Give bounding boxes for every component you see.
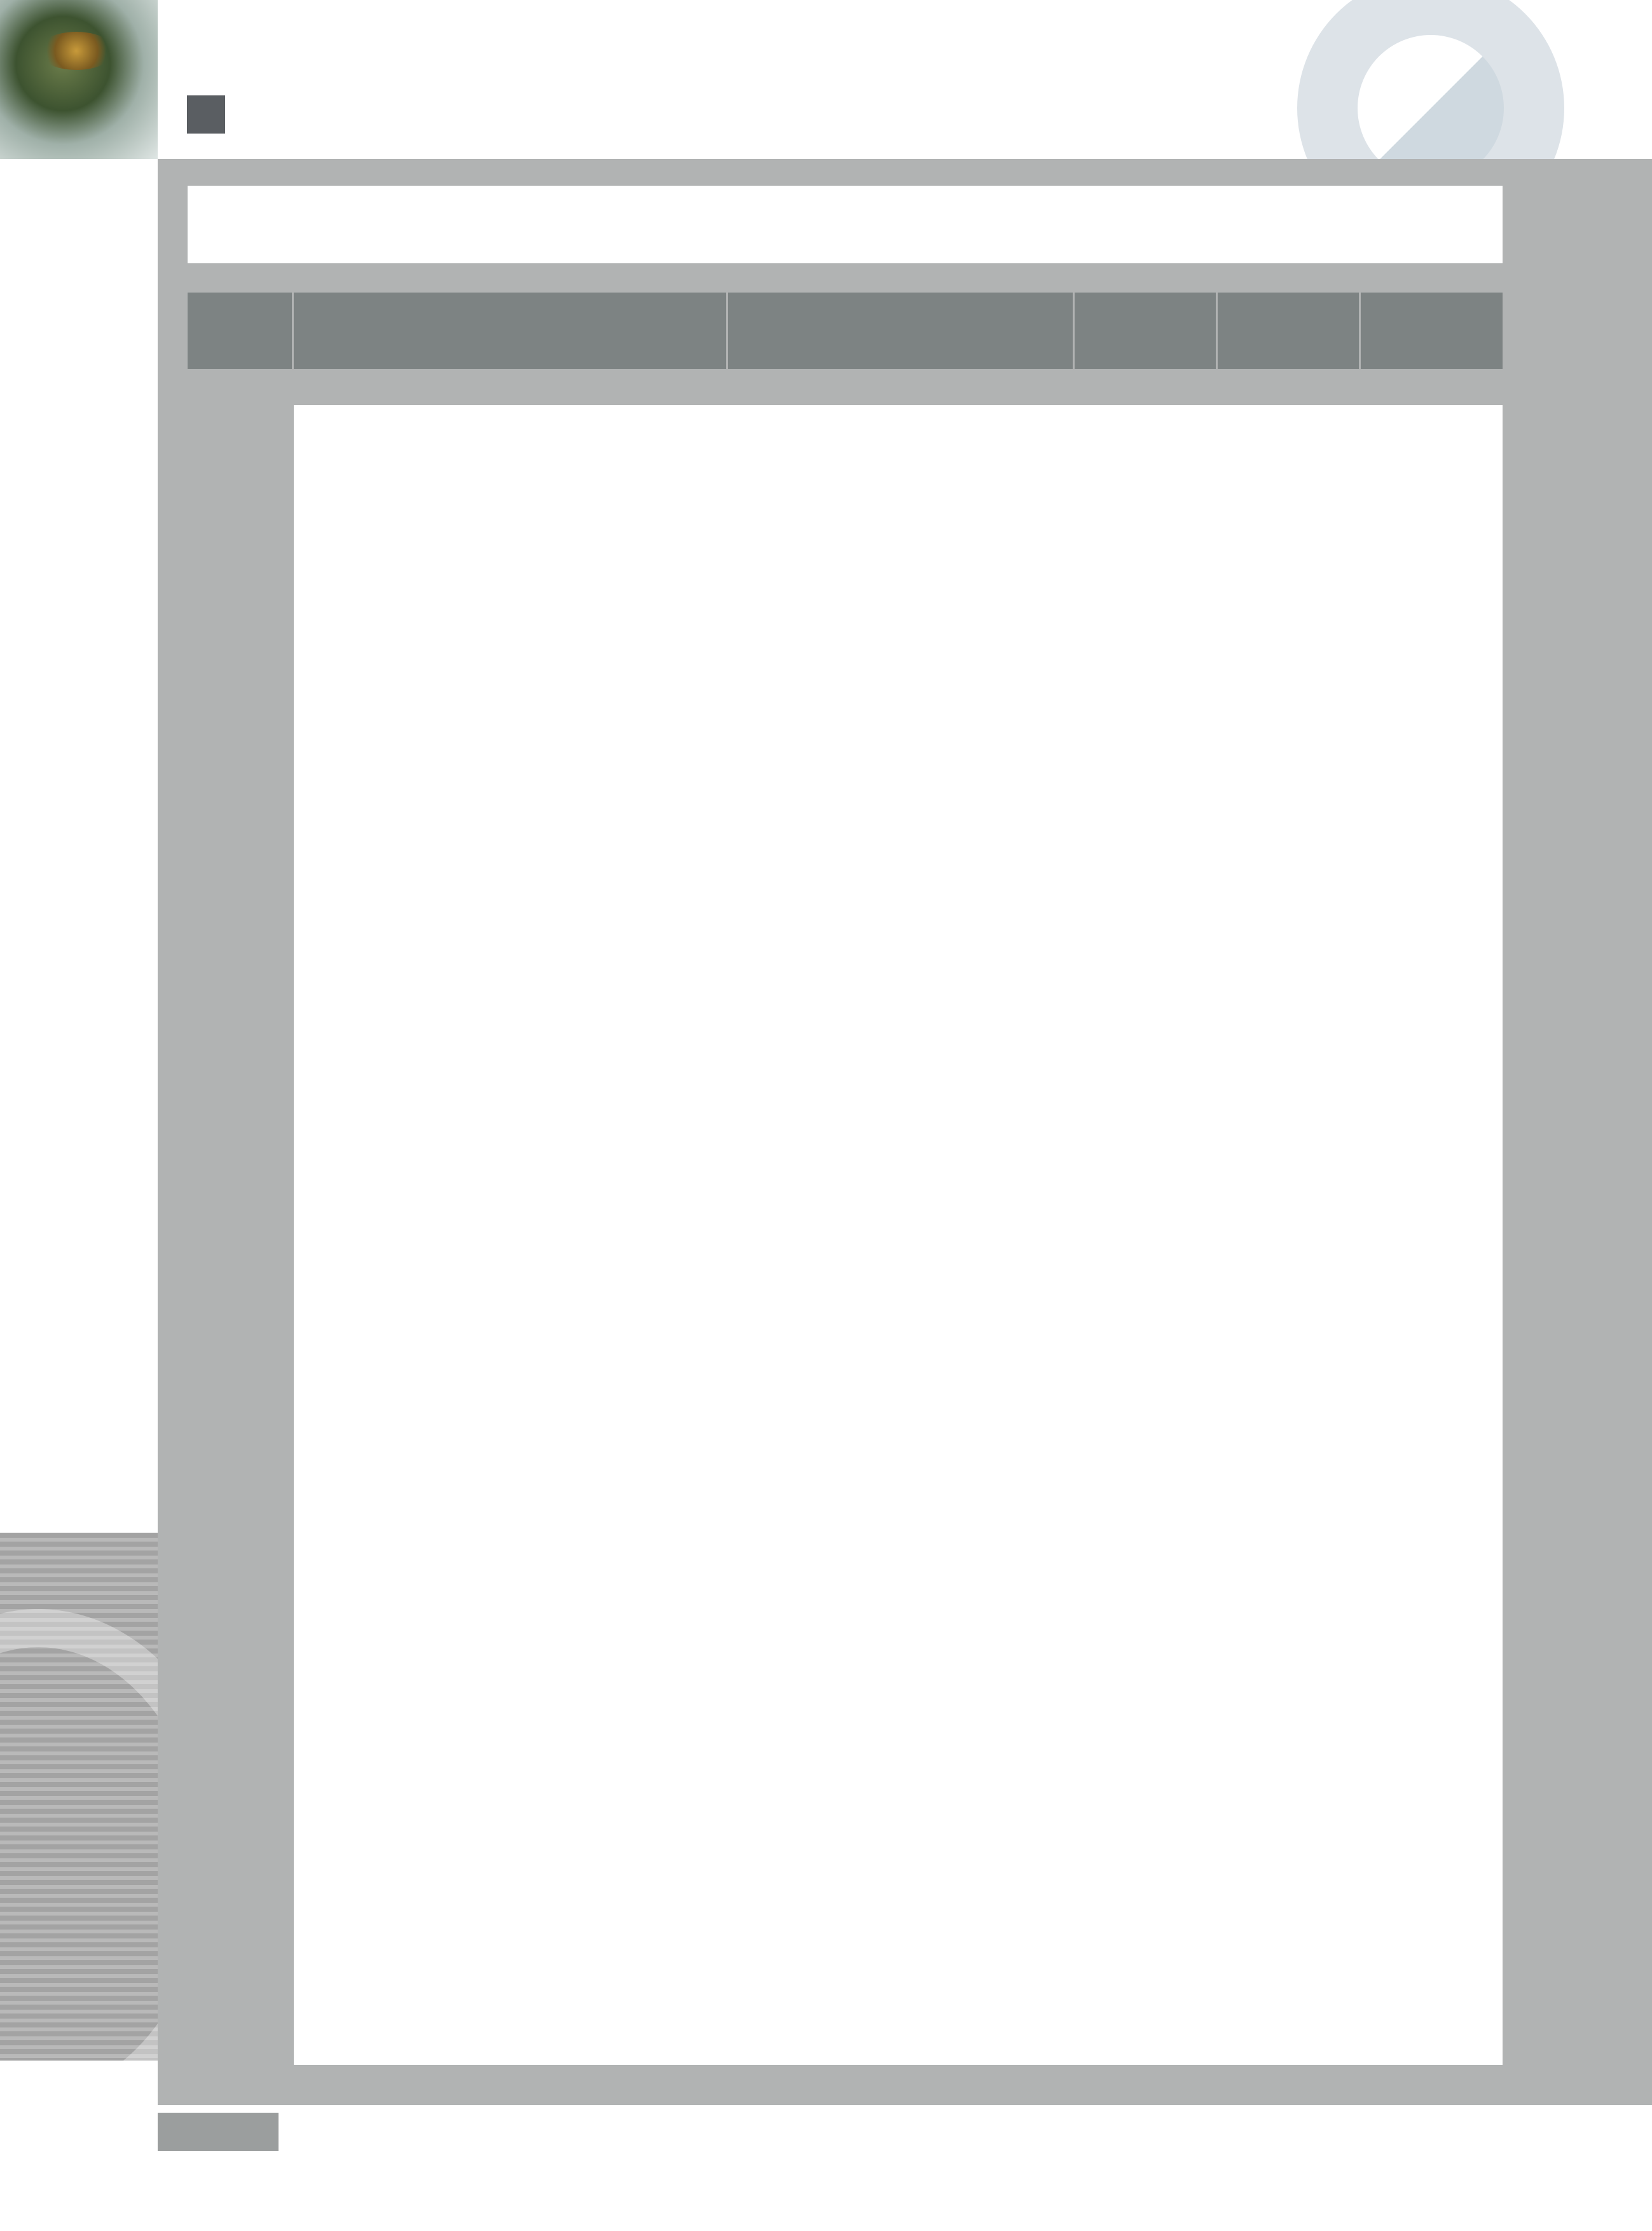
table-body-background (294, 405, 1503, 2065)
column-header-remark (728, 293, 1073, 369)
column-header-material (294, 293, 726, 369)
page-number (158, 2113, 279, 2151)
section-title-box (188, 186, 1503, 263)
column-header-tensile (1075, 293, 1216, 369)
column-header-hardness (1218, 293, 1359, 369)
column-header-group (1361, 293, 1503, 369)
decorative-stripes (0, 1533, 158, 2061)
header-marker (187, 95, 225, 134)
column-header-main-iso-group (188, 293, 292, 369)
header-photo (0, 0, 158, 159)
